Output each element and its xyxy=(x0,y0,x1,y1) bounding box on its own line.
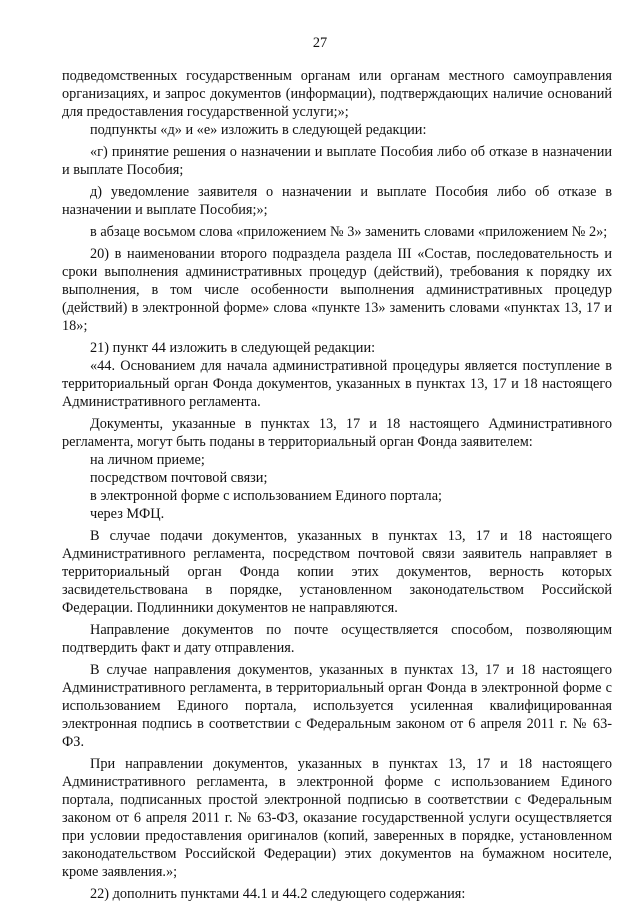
paragraph: «44. Основанием для начала административной процедуры является поступление в территориальный орган Фонда документов, указанных в пунктах 13, 17 и 18 настоящего Административного регламента. xyxy=(62,358,612,410)
list-item: посредством почтовой связи; xyxy=(90,470,268,486)
paragraph: В случае направления документов, указанных в пунктах 13, 17 и 18 настоящего Административного регламента, в территориальный орган Фонда в электронной форме с использованием Единого портала, используется усиленная квалифицированная электронная подпись в соответствии с Федеральным законом от 6 апреля 2011 г. № 63-ФЗ. xyxy=(62,662,612,750)
list-item: в электронной форме с использованием Единого портала; xyxy=(90,488,443,504)
list-item: через МФЦ. xyxy=(90,506,165,522)
paragraph: в абзаце восьмом слова «приложением № 3» заменить словами «приложением № 2»; xyxy=(90,224,608,240)
paragraph: «г) принятие решения о назначении и выплате Пособия либо об отказе в назначении и выплате Пособия; xyxy=(62,144,612,178)
page-number: 27 xyxy=(312,35,328,51)
paragraph: д) уведомление заявителя о назначении и выплате Пособия либо об отказе в назначении и выплате Пособия;»; xyxy=(62,184,612,218)
paragraph: Направление документов по почте осуществляется способом, позволяющим подтвердить факт и дату отправления. xyxy=(62,622,612,656)
document-body xyxy=(62,67,612,903)
paragraph: 20) в наименовании второго подраздела раздела III «Состав, последовательность и сроки выполнения административных процедур (действий), требования к порядку их выполнения, в том числе особенности выполнения административных процедур (действий) в электронной форме» слова «пункте 13» заменить словами «пунктах 13, 17 и 18»; xyxy=(62,246,612,334)
paragraph: 21) пункт 44 изложить в следующей редакции: xyxy=(90,340,376,356)
paragraph: В случае подачи документов, указанных в пунктах 13, 17 и 18 настоящего Административного регламента, посредством почтовой связи заявитель направляет в территориальный орган Фонда копии этих документов, верность которых засвидетельствована в порядке, установленном законодательством Российской Федерации. Подлинники документов не направляются. xyxy=(62,528,612,616)
paragraph: 22) дополнить пунктами 44.1 и 44.2 следующего содержания: xyxy=(90,886,466,902)
list-item: на личном приеме; xyxy=(90,452,205,468)
paragraph: подведомственных государственным органам или органам местного самоуправления организациях, и запрос документов (информации), подтверждающих наличие оснований для предоставления государственной услуги;»; xyxy=(62,68,612,120)
paragraph: При направлении документов, указанных в пунктах 13, 17 и 18 настоящего Административного регламента, в электронной форме с использованием Единого портала, подписанных простой электронной подписью в соответствии с Федеральным законом от 6 апреля 2011 г. № 63-ФЗ, оказание государственной услуги осуществляется при условии предоставления оригиналов (копий, заверенных в порядке, установленном законодательством Российской Федерации) этих документов на бумажном носителе, кроме заявления.»; xyxy=(62,756,612,880)
paragraph: Документы, указанные в пунктах 13, 17 и 18 настоящего Административного регламента, могут быть поданы в территориальный орган Фонда заявителем: xyxy=(62,416,612,450)
paragraph: подпункты «д» и «е» изложить в следующей редакции: xyxy=(90,122,427,138)
